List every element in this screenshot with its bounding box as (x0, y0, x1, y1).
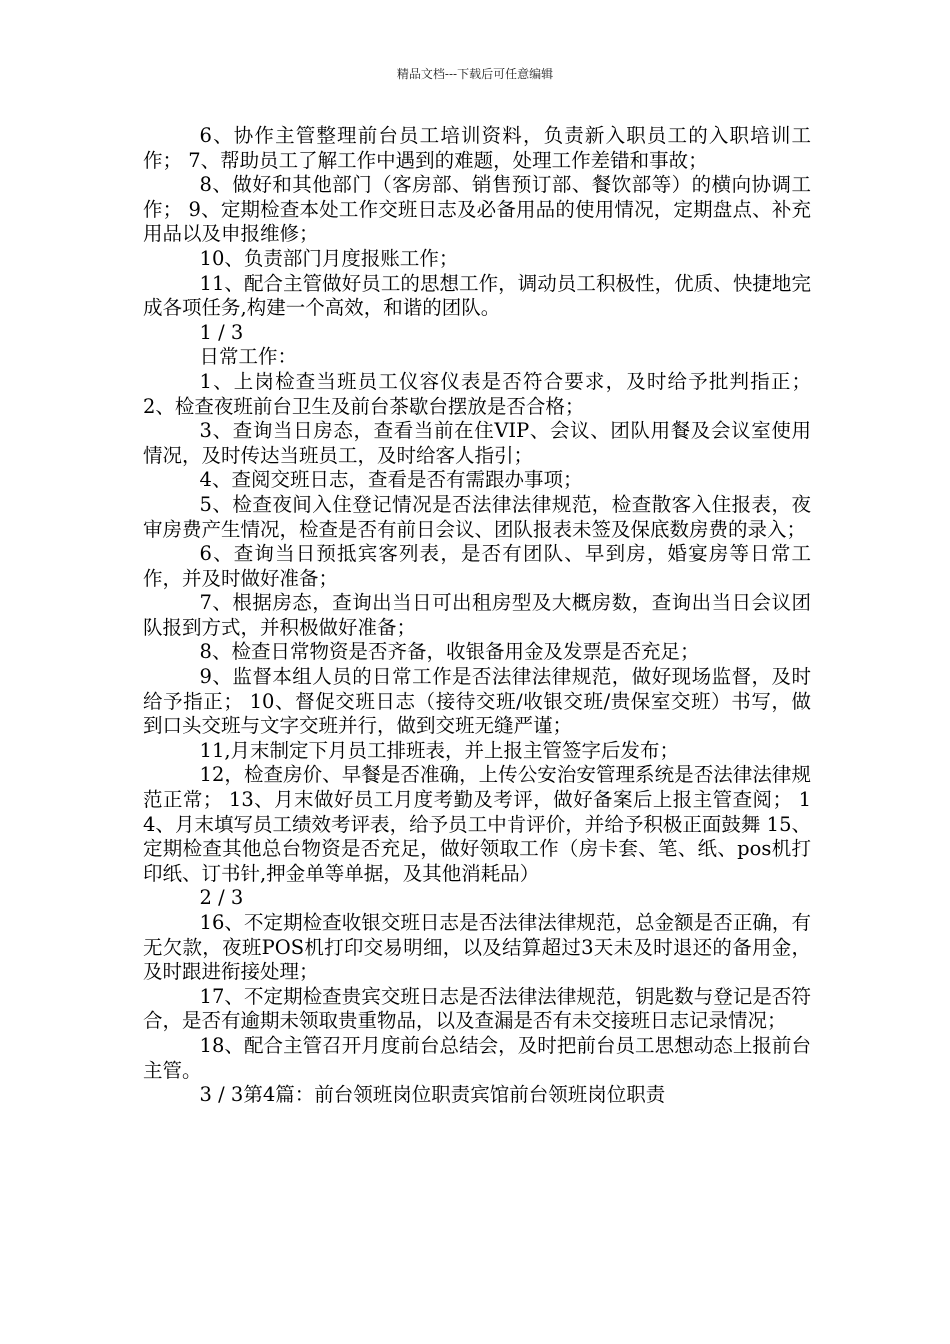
paragraph: 6、协作主管整理前台员工培训资料，负责新入职员工的入职培训工作； 7、帮助员工了解工作中遇到的难题，处理工作差错和事故； (143, 124, 811, 172)
page-number: 1 / 3 (199, 320, 244, 344)
paragraph: 8、检查日常物资是否齐备，收银备用金及发票是否充足； (199, 640, 700, 664)
paragraph: 18、配合主管召开月度前台总结会，及时把前台员工思想动态上报前台主管。 (143, 1033, 811, 1082)
paragraph: 9、监督本组人员的日常工作是否法律法律规范，做好现场监督，及时给予指正； 10、督促交班日志（接待交班/收银交班/贵保室交班）书写，做到口头交班与文字交班并行，做到交班无缝严谨； (143, 665, 811, 738)
paragraph: 6、查询当日预抵宾客列表，是否有团队、早到房，婚宴房等日常工作，并及时做好准备； (143, 542, 811, 590)
document-body (143, 124, 811, 1108)
page-number: 2 / 3 (199, 886, 244, 910)
paragraph: 16、不定期检查收银交班日志是否法律法律规范，总金额是否正确，有无欠款，夜班POS机打印交易明细，以及结算超过3天未及时退还的备用金，及时跟进衔接处理； (143, 911, 811, 984)
page-number-and-title: 3 / 3第4篇：前台领班岗位职责宾馆前台领班岗位职责 (199, 1083, 666, 1107)
section-heading: 日常工作： (199, 345, 298, 369)
paragraph: 17、不定期检查贵宾交班日志是否法律法律规范，钥匙数与登记是否符合，是否有逾期未领取贵重物品，以及查漏是否有未交接班日志记录情况； (143, 984, 811, 1033)
page-header: 精品文档---下载后可任意编辑 (396, 67, 554, 81)
paragraph: 3、查询当日房态，查看当前在住VIP、会议、团队用餐及会议室使用情况，及时传达当班员工，及时给客人指引； (143, 419, 811, 467)
paragraph: 4、查阅交班日志，查看是否有需跟办事项； (199, 468, 583, 492)
paragraph: 1、上岗检查当班员工仪容仪表是否符合要求，及时给予批判指正； 2、检查夜班前台卫生及前台茶歇台摆放是否合格； (143, 369, 811, 418)
paragraph: 11、配合主管做好员工的思想工作，调动员工积极性，优质、快捷地完成各项任务,构建一个高效，和谐的团队。 (143, 271, 811, 320)
paragraph: 5、检查夜间入住登记情况是否法律法律规范，检查散客入住报表，夜审房费产生情况，检查是否有前日会议、团队报表未签及保底数房费的录入； (143, 492, 811, 541)
paragraph: 12，检查房价、早餐是否准确，上传公安治安管理系统是否法律法律规范正常； 13、月末做好员工月度考勤及考评，做好备案后上报主管查阅； 14、月末填写员工绩效考评表，给予员工中肯评价，并给予积极正面鼓舞 15、定期检查其他总台物资是否充足，做好领取工作（房卡套、笔、纸、pos机打印纸、订书针,押金单等单据，及其他消耗品） (143, 763, 811, 885)
paragraph: 10、负责部门月度报账工作； (199, 246, 459, 270)
paragraph: 7、根据房态，查询出当日可出租房型及大概房数，查询出当日会议团队报到方式，并积极做好准备； (143, 591, 811, 639)
paragraph: 8、做好和其他部门（客房部、销售预订部、餐饮部等）的横向协调工作； 9、定期检查本处工作交班日志及必备用品的使用情况，定期盘点、补充用品以及申报维修； (143, 173, 811, 246)
paragraph: 11,月末制定下月员工排班表，并上报主管签字后发布； (199, 738, 680, 762)
